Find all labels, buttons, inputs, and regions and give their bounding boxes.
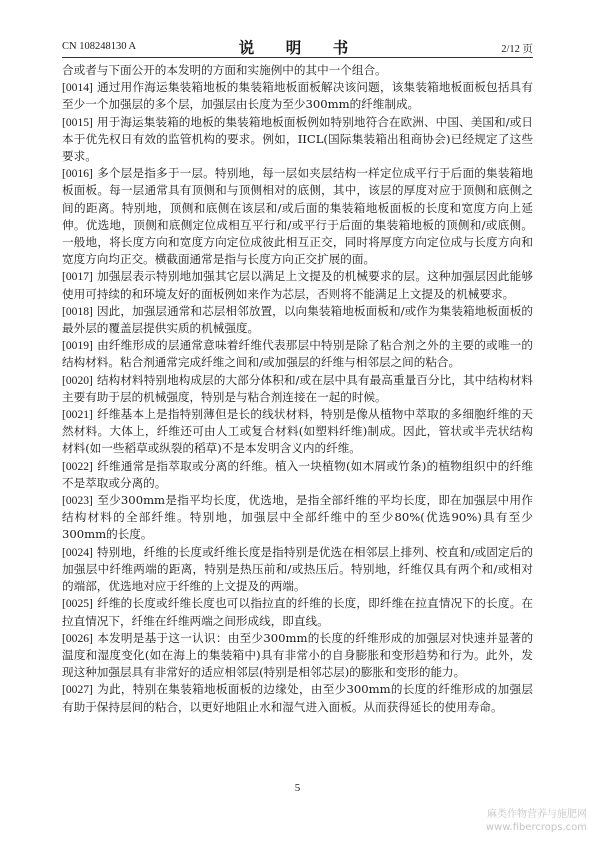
paragraph-text: 由纤维形成的层通常意味着纤维代表那层中特别是除了粘合剂之外的主要的或唯一的结构材料。粘合剂通常完成纤维之间和/或加强层的纤维与相邻层之间的粘合。 [62, 338, 533, 370]
document-body [62, 62, 533, 716]
paragraph-0019 [62, 337, 533, 371]
paragraph-0026 [62, 630, 533, 682]
paragraph-number: [0022] [62, 459, 93, 473]
paragraph-text: 合或者与下面公开的本发明的方面和实施例中的其中一个组合。 [62, 63, 387, 77]
watermark-url: www.fibercrops.com [485, 822, 587, 833]
paragraph-text: 为此，特别在集装箱地板面板的边缘处，由至少300mm的长度的纤维形成的加强层有助于保持层间的粘合，以更好地阻止水和湿气进入面板。从而获得延长的使用寿命。 [62, 682, 533, 714]
paragraph-0025 [62, 595, 533, 629]
paragraph-text: 多个层是指多于一层。特别地，每一层如夹层结构一样定位成平行于后面的集装箱地板面板。每一层通常具有顶侧和与顶侧相对的底侧，其中，该层的厚度对应于顶侧和底侧之间的距离。特别地，顶侧和底侧在该层和/或后面的集装箱地板面板的长度和宽度方向上延伸。优选地，顶侧和底侧定位成相互平行和/或平行于后面的集装箱地板的顶侧和/或底侧。一般地，将长度方向和宽度方向定位成彼此相互正交，同时将厚度方向定位成与长度方向和宽度方向均正交。横截面通常是指与长度方向正交扩展的面。 [62, 166, 533, 267]
paragraph-text: 特别地，纤维的长度或纤维长度是指特别是优选在相邻层上排列、校直和/或固定后的加强层中纤维两端的距离，特别是热压前和/或热压后。特别地，纤维仅具有两个和/或相对的端部，优选地对应于纤维的上文提及的两端。 [62, 544, 533, 594]
paragraph-number: [0023] [62, 494, 93, 508]
paragraph-text: 加强层表示特别地加强其它层以满足上文提及的机械要求的层。这种加强层因此能够使用可持续的和环境友好的面板例如来作为芯层，否则将不能满足上文提及的机械要求。 [62, 269, 533, 301]
paragraph-0016 [62, 165, 533, 268]
watermark [467, 808, 587, 834]
paragraph-text: 纤维通常是指萃取或分离的纤维。植入一块植物(如木屑或竹条)的植物组织中的纤维不是萃取或分离的。 [62, 458, 533, 490]
paragraph-text: 至少300mm是指平均长度，优选地，是指全部纤维的平均长度，即在加强层中用作结构材料的全部纤维。特别地，加强层中全部纤维中的至少80%(优选90%)具有至少300mm的长度。 [62, 493, 533, 542]
paragraph-text: 纤维基本上是指特别薄但是长的线状材料，特别是像从植物中萃取的多细胞纤维的天然材料。大体上，纤维还可由人工或复合材料(如塑料纤维)制成。因此，管状或半壳状结构材料(如一些稻草或纵裂的稻草)不是本发明含义内的纤维。 [62, 407, 533, 456]
document-header [62, 34, 533, 58]
paragraph-0024 [62, 544, 533, 596]
paragraph-0022 [62, 458, 533, 492]
paragraph-number: [0025] [62, 597, 93, 611]
page-info: 2/12 页 [501, 44, 533, 55]
paragraph-number: [0016] [62, 167, 93, 181]
paragraph-text: 用于海运集装箱的地板的集装箱地板面板例如特别地符合在欧洲、中国、美国和/或日本于优先权日有效的监管机构的要求。例如，IICL(国际集装箱出租商协会)已经规定了这些要求。 [62, 114, 533, 164]
paragraph-text: 纤维的长度或纤维长度也可以指拉直的纤维的长度，即纤维在拉直情况下的长度。在拉直情况下，纤维在纤维两端之间形成线，即直线。 [62, 596, 533, 628]
paragraph-number: [0018] [62, 304, 93, 318]
document-title: 说 明 书 [238, 38, 357, 57]
publication-number: CN 108248130 A [62, 41, 137, 52]
paragraph-number: [0014] [62, 81, 93, 95]
paragraph-0017 [62, 268, 533, 302]
paragraph-number: [0020] [62, 373, 93, 387]
paragraph-number: [0017] [62, 270, 93, 284]
header-rule [62, 57, 533, 58]
paragraph-0014 [62, 79, 533, 113]
paragraph-text: 本发明是基于这一认识：由至少300mm的长度的纤维形成的加强层对快速并显著的温度和湿度变化(如在海上的集装箱中)具有非常小的自身膨胀和变形趋势和行为。此外，发现这种加强层具有非常好的适应相邻层(特别是相邻芯层)的膨胀和变形的能力。 [62, 630, 533, 680]
paragraph-text: 结构材料特别地构成层的大部分体积和/或在层中具有最高重量百分比，其中结构材料主要有助于层的机械强度，特别是与粘合剂连接在一起的时候。 [62, 372, 533, 404]
paragraph-number: [0019] [62, 339, 93, 353]
paragraph-0021 [62, 406, 533, 458]
paragraph-number: [0027] [62, 683, 93, 697]
paragraph-text: 通过用作海运集装箱地板的集装箱地板面板解决该问题，该集装箱地板面板包括具有至少一个加强层的多个层，加强层由长度为至少300mm的纤维制成。 [62, 80, 533, 112]
paragraph-number: [0026] [62, 631, 93, 645]
page-number: 5 [294, 782, 301, 794]
paragraph-0023 [62, 492, 533, 544]
paragraph-number: [0021] [62, 408, 93, 422]
paragraph-0015 [62, 114, 533, 166]
paragraph-0020 [62, 372, 533, 406]
paragraph-0027 [62, 681, 533, 715]
paragraph-number: [0015] [62, 115, 93, 129]
paragraph-number: [0024] [62, 545, 93, 559]
paragraph-0018 [62, 303, 533, 337]
paragraph-continuation [62, 62, 533, 79]
paragraph-text: 因此，加强层通常和芯层相邻放置，以向集装箱地板面板和/或作为集装箱地板面板的最外层的覆盖层提供实质的机械强度。 [62, 303, 533, 336]
watermark-site-name: 麻类作物营养与施肥网 [487, 809, 587, 820]
